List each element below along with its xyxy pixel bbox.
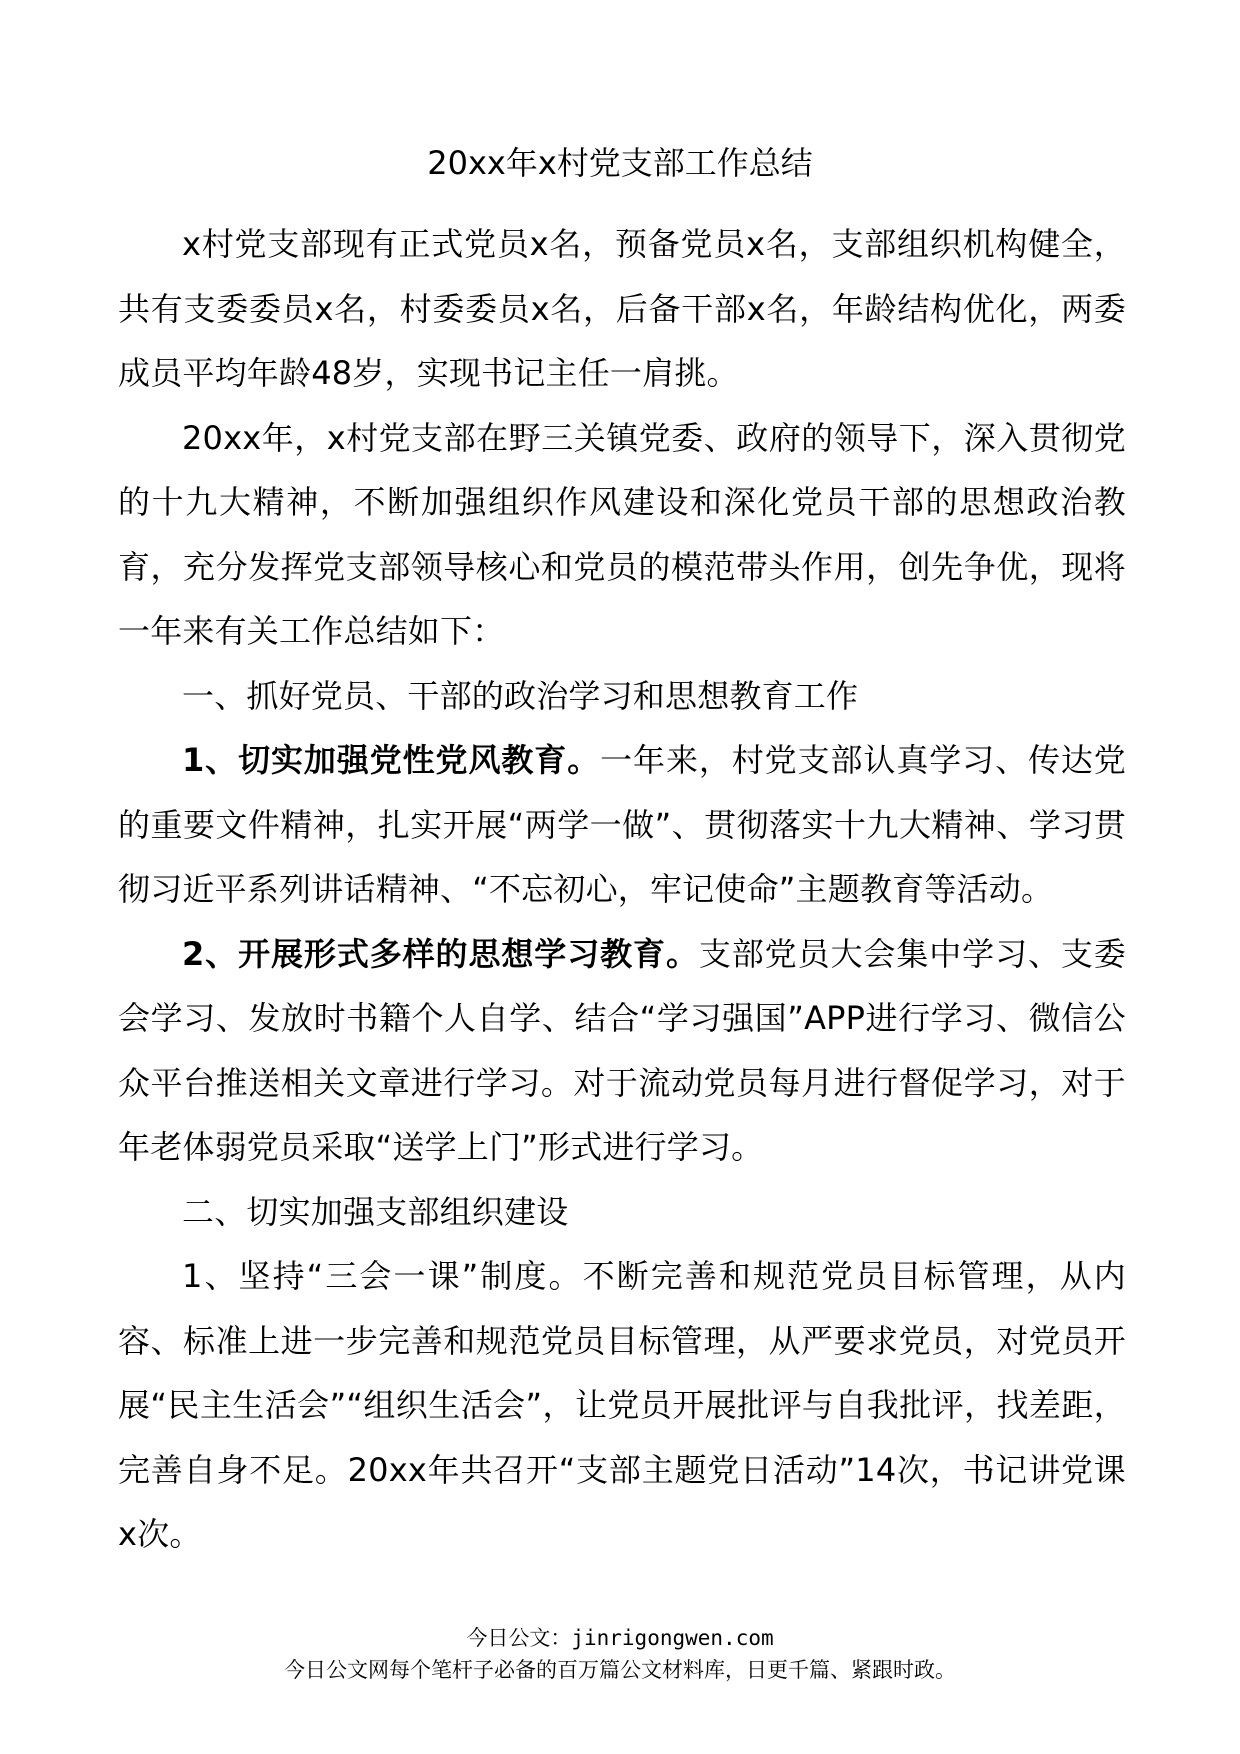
footer-site-label: 今日公文： bbox=[466, 1626, 572, 1650]
footer-tagline: 今日公文网每个笔杆子必备的百万篇公文材料库，日更千篇、紧跟时政。 bbox=[284, 1658, 956, 1682]
section-heading-2 bbox=[118, 1180, 1126, 1245]
paragraph-party-education bbox=[118, 728, 1126, 922]
page-footer bbox=[0, 1622, 1240, 1686]
footer-site-line bbox=[0, 1622, 1240, 1654]
document-body bbox=[118, 212, 1126, 1567]
paragraph-text: 一、抓好党员、干部的政治学习和思想教育工作 bbox=[182, 676, 859, 715]
paragraph-text: x村党支部现有正式党员x名，预备党员x名，支部组织机构健全，共有支委委员x名，村委委员x名，后备干部x名，年龄结构优化，两委成员平均年龄48岁，实现书记主任一肩挑。 bbox=[118, 225, 1126, 392]
paragraph-text: 1、坚持“三会一课”制度。不断完善和规范党员目标管理，从内容、标准上进一步完善和规范党员目标管理，从严要求党员，对党员开展“民主生活会”“组织生活会”，让党员开展批评与自我批评，找差距，完善自身不足。20xx年共召开“支部主题党日活动”14次，书记讲党课x次。 bbox=[118, 1257, 1126, 1553]
paragraph-overview bbox=[118, 406, 1126, 664]
paragraph-lead: 1、切实加强党性党风教育。 bbox=[182, 741, 601, 779]
paragraph-study-forms bbox=[118, 922, 1126, 1180]
footer-site-url: jinrigongwen.com bbox=[571, 1626, 774, 1650]
document-title: 20xx年x村党支部工作总结 bbox=[427, 144, 813, 182]
paragraph-lead: 2、开展形式多样的思想学习教育。 bbox=[182, 934, 699, 973]
paragraph-text: 二、切实加强支部组织建设 bbox=[182, 1192, 569, 1231]
paragraph-text: 一年来，村党支部认真学习、传达党的重要文件精神，扎实开展“两学一做”、贯彻落实十九大精神、学习贯彻习近平系列讲话精神、“不忘初心，牢记使命”主题教育等活动。 bbox=[118, 741, 1126, 908]
paragraph-text: 支部党员大会集中学习、支委会学习、发放时书籍个人自学、结合“学习强国”APP进行学习、微信公众平台推送相关文章进行学习。对于流动党员每月进行督促学习，对于年老体弱党员采取“送学上门”形式进行学习。 bbox=[118, 934, 1126, 1166]
paragraph-text: 20xx年，x村党支部在野三关镇党委、政府的领导下，深入贯彻党的十九大精神，不断加强组织作风建设和深化党员干部的思想政治教育，充分发挥党支部领导核心和党员的模范带头作用，创先争优，现将一年来有关工作总结如下： bbox=[118, 418, 1126, 650]
section-heading-1 bbox=[118, 664, 1126, 729]
paragraph-three-meetings bbox=[118, 1244, 1126, 1567]
paragraph-intro bbox=[118, 212, 1126, 406]
